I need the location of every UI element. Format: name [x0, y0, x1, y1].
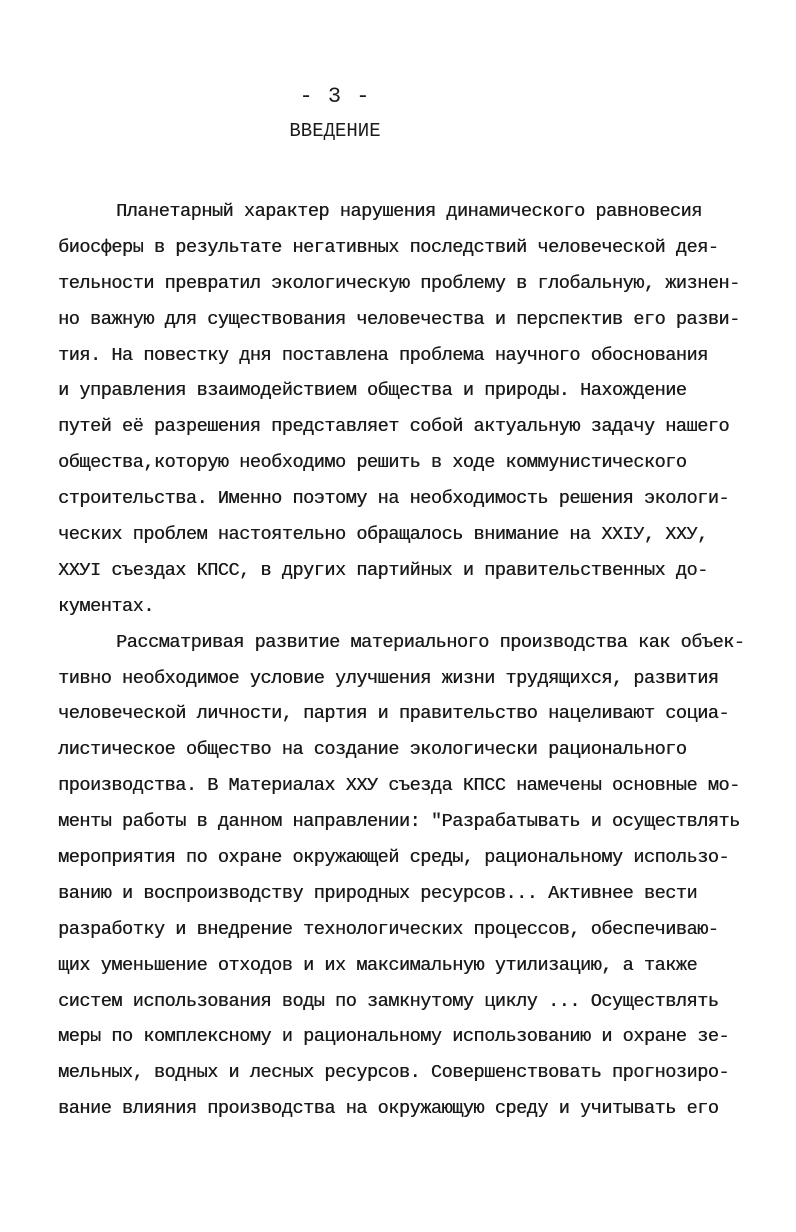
text-line: разработку и внедрение технологических процессов, обеспечиваю- [58, 918, 719, 940]
text-line: строительства. Именно поэтому на необходимость решения экологи- [58, 488, 730, 510]
text-line: тия. На повестку дня поставлена проблема научного обоснования [58, 344, 708, 366]
text-line: кументах. [58, 595, 154, 617]
text-line: XXУI съездах КПСС, в других партийных и правительственных до- [58, 559, 708, 581]
text-line: Планетарный характер нарушения динамического равновесия [116, 201, 702, 222]
text-line: производства. В Материалах XXУ съезда КПСС намечены основные мо- [58, 775, 740, 797]
text-line: человеческой личности, партия и правительство нацеливают социа- [58, 703, 730, 725]
text-line: меры по комплексному и рациональному использованию и охране зе- [58, 1026, 730, 1048]
text-line: вание влияния производства на окружающую среду и учитывать его [58, 1098, 719, 1120]
text-line: Рассматривая развитие материального производства как объек- [116, 631, 745, 653]
text-line: тельности превратил экологическую проблему в глобальную, жизнен- [58, 272, 740, 294]
text-line: ческих проблем настоятельно обращалось внимание на XXIУ, XXУ, [58, 524, 708, 546]
paragraph-1 [58, 194, 758, 625]
text-line: мельных, водных и лесных ресурсов. Совершенствовать прогнозиро- [58, 1062, 730, 1084]
section-heading: ВВЕДЕНИЕ [289, 120, 381, 142]
paragraph-2 [58, 625, 758, 1127]
text-line: общества,которую необходимо решить в ходе коммунистического [58, 452, 687, 474]
text-line: мероприятия по охране окружающей среды, рациональному использо- [58, 847, 730, 869]
page-number: - 3 - [299, 84, 371, 109]
text-line: и управления взаимодействием общества и природы. Нахождение [58, 380, 687, 402]
text-line: ванию и воспроизводству природных ресурсов... Активнее вести [58, 882, 698, 904]
text-line: биосферы в результате негативных последствий человеческой дея- [58, 236, 719, 258]
body-text [58, 194, 758, 1127]
text-line: систем использования воды по замкнутому циклу ... Осуществлять [58, 990, 719, 1012]
text-line: листическое общество на создание экологически рационального [58, 739, 687, 761]
text-line: путей её разрешения представляет собой актуальную задачу нашего [58, 416, 730, 438]
text-line: тивно необходимое условие улучшения жизни трудящихся, развития [58, 667, 719, 689]
text-line: менты работы в данном направлении: "Разрабатывать и осуществлять [58, 811, 740, 833]
text-line: щих уменьшение отходов и их максимальную утилизацию, а также [58, 954, 698, 976]
text-line: но важную для существования человечества и перспектив его разви- [58, 308, 740, 330]
